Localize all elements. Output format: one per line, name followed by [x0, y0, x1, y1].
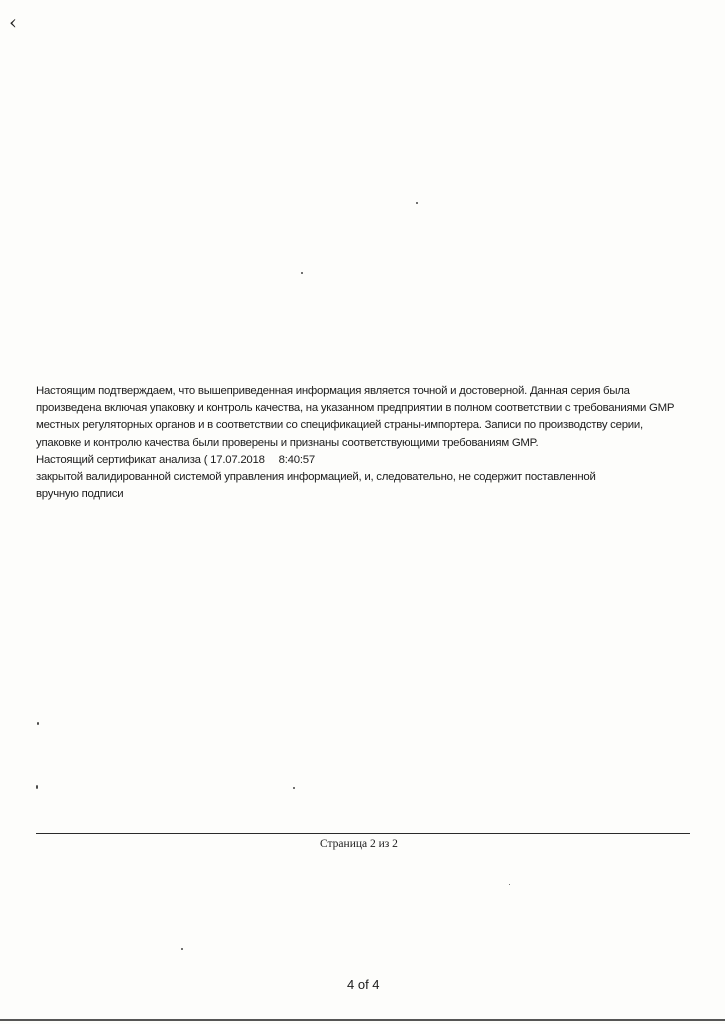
- statement-line: упаковке и контролю качества были проверены и признаны соответствующими требованиям GMP.: [36, 436, 539, 449]
- statement-line: местных регуляторных органов и в соответствии со спецификацией страны-импортера. Записи по производству серии,: [36, 419, 643, 432]
- footer-divider: [36, 833, 690, 834]
- certificate-date: ( 17.07.2018: [203, 453, 265, 466]
- closing-line: вручную подписи: [36, 488, 124, 501]
- page-number-russian: Страница 2 из 2: [320, 838, 398, 850]
- scan-speck: [416, 202, 418, 204]
- statement-line: произведена включая упаковку и контроль качества, на указанном предприятии в полном соответствии с требованиями GMP: [36, 402, 675, 415]
- scan-speck: [293, 787, 295, 789]
- statement-line: Настоящим подтверждаем, что вышеприведенная информация является точной и достоверной. Данная серия была: [36, 385, 630, 397]
- corner-mark: ‹: [9, 10, 17, 34]
- certificate-statement: [36, 383, 676, 503]
- scan-speck: [37, 722, 39, 725]
- page-number-footer: 4 of 4: [347, 977, 380, 992]
- certificate-prefix: Настоящий сертификат анализа: [36, 453, 204, 466]
- scan-speck: [509, 884, 510, 885]
- closing-line: закрытой валидированной системой управления информацией, и, следовательно, не содержит поставленной: [36, 471, 596, 484]
- scan-speck: [301, 272, 303, 274]
- certificate-time: 8:40:57: [278, 453, 315, 466]
- certificate-date-line: [36, 452, 676, 469]
- scan-speck: [181, 948, 183, 950]
- scan-speck: [36, 785, 38, 789]
- scan-edge-line: [0, 1019, 725, 1021]
